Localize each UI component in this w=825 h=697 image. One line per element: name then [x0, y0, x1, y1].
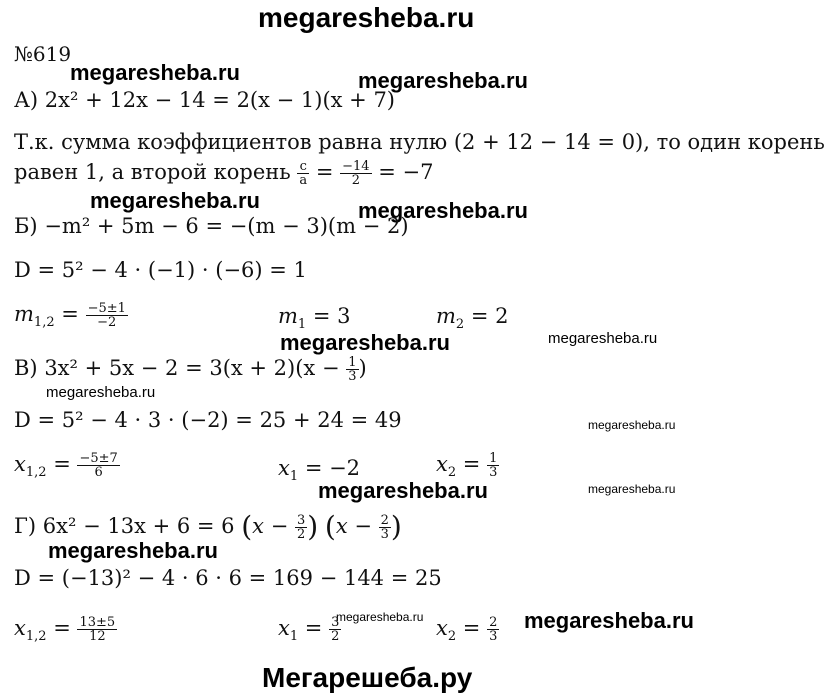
watermark: megaresheba.ru	[524, 608, 694, 633]
problem-number: №619	[14, 42, 72, 66]
section-v-roots-formula: $x_{1,2}$ = $\frac{-5\pm 7}{6}$	[14, 451, 118, 481]
watermark: megaresheba.ru	[48, 538, 218, 563]
section-v-root2: $x_2$ = $\frac{1}{3}$	[436, 451, 498, 481]
section-b-equation	[14, 214, 409, 238]
fraction-one-third: $\frac{1}{3}$	[348, 355, 357, 384]
section-b-root2: $m_2 = 2$	[436, 304, 509, 333]
section-a-label: А)	[14, 88, 39, 112]
section-g-discriminant: D = (−13)² − 4 · 6 · 6 = 169 − 144 = 25	[14, 566, 442, 590]
watermark: megaresheba.ru	[318, 478, 488, 503]
watermark: megaresheba.ru	[90, 188, 260, 213]
fraction-roots-g: $\frac{13\pm 5}{12}$	[79, 615, 116, 644]
section-g-lhs: 6x² − 13x + 6 = 6	[42, 514, 235, 538]
watermark: megaresheba.ru	[336, 610, 424, 624]
watermark: megaresheba.ru	[358, 198, 528, 223]
watermark: megaresheba.ru	[588, 418, 676, 432]
section-v-lhs: 3x² + 5x − 2 = 3(x + 2)(x −	[44, 356, 340, 380]
section-a-explanation-2: равен 1, а второй корень $\frac{c}{a}$ = $\frac{-14}{2}$ = −7	[14, 159, 434, 188]
fraction-minus14-over-2: $\frac{-14}{2}$	[342, 159, 370, 188]
section-a-rhs: 2(x − 1)(x + 7)	[236, 88, 395, 112]
section-a-expl-prefix: равен 1, а второй корень	[14, 160, 291, 184]
fraction-root2-v: $\frac{1}{3}$	[489, 451, 498, 480]
section-v-discriminant: D = 5² − 4 · 3 · (−2) = 25 + 24 = 49	[14, 408, 402, 432]
watermark: megaresheba.ru	[70, 60, 240, 85]
section-v-label: В)	[14, 356, 38, 380]
section-a-lhs: 2x² + 12x − 14	[44, 88, 206, 112]
watermark: megaresheba.ru	[280, 330, 450, 355]
section-g-root2: $x_2$ = $\frac{2}{3}$	[436, 615, 498, 645]
site-watermark-top: megaresheba.ru	[258, 2, 475, 33]
watermark: megaresheba.ru	[358, 68, 528, 93]
section-a-equation: А) 2x² + 12x − 14 = 2(x − 1)(x + 7)	[14, 88, 395, 112]
watermark: megaresheba.ru	[588, 482, 676, 496]
section-g-roots-formula: $x_{1,2}$ = $\frac{13\pm 5}{12}$	[14, 615, 116, 645]
section-g-root1: $x_1$ = $\frac{3}{2}$	[278, 615, 340, 645]
fraction-c-over-a: $\frac{c}{a}$	[299, 159, 308, 188]
section-a-explanation-1: Т.к. сумма коэффициентов равна нулю (2 + 12 − 14 = 0), то один корень	[14, 130, 825, 154]
section-g-label: Г)	[14, 514, 37, 538]
fraction-roots-v: $\frac{-5\pm 7}{6}$	[79, 451, 118, 480]
section-a-result: = −7	[378, 160, 434, 184]
fraction-root2-g: $\frac{2}{3}$	[489, 615, 498, 644]
section-v-root1: $x_1 = -2$	[278, 456, 361, 485]
section-b-eq: −m² + 5m − 6 = −(m − 3)(m − 2)	[44, 214, 409, 238]
site-watermark-bottom: Мегарешеба.ру	[262, 662, 473, 693]
section-g-equation: Г) 6x² − 13x + 6 = 6 (x − $\frac{3}{2}$ ) (x − $\frac{2}{3}$ )	[14, 510, 402, 543]
watermark: megaresheba.ru	[46, 384, 156, 401]
section-b-discriminant: D = 5² − 4 · (−1) · (−6) = 1	[14, 258, 307, 282]
fraction-three-halves: $\frac{3}{2}$	[296, 513, 306, 542]
watermark: megaresheba.ru	[548, 330, 658, 347]
section-b-label: Б)	[14, 214, 38, 238]
fraction-root1-g: $\frac{3}{2}$	[331, 615, 340, 644]
section-b-root1: $m_1 = 3$	[278, 304, 351, 333]
fraction-roots-b: $\frac{-5\pm 1}{-2}$	[87, 301, 126, 330]
section-v-equation: В) 3x² + 5x − 2 = 3(x + 2)(x − $\frac{1}{3}$ )	[14, 355, 367, 384]
section-b-roots-formula: $m_{1,2}$ = $\frac{-5\pm 1}{-2}$	[14, 301, 126, 331]
fraction-two-thirds: $\frac{2}{3}$	[380, 513, 389, 542]
